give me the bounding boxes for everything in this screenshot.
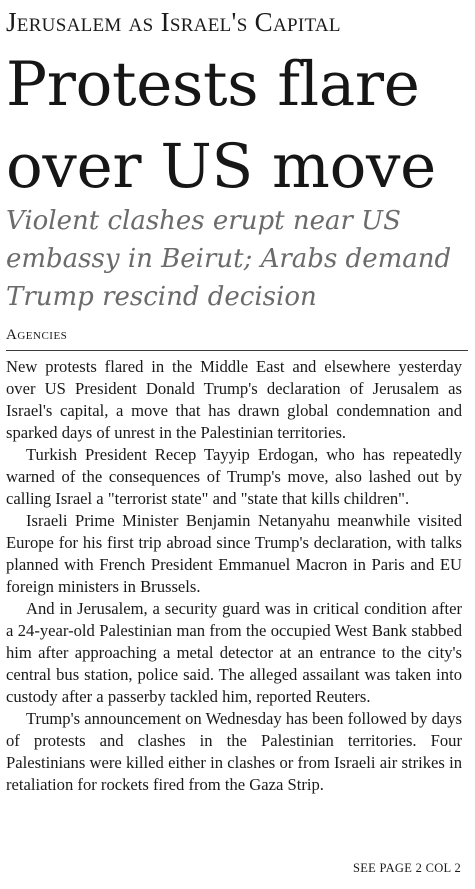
byline-rule: [6, 350, 468, 351]
article-paragraph-3: Israeli Prime Minister Benjamin Netanyahu meanwhile visited Europe for his first trip abroad since Trump's declaration, with talks planned with French President Emmanuel Macron in Paris and EU foreign ministers in Brussels.: [6, 511, 462, 596]
headline-line-1: Protests flare: [6, 49, 420, 120]
article-paragraph-5: Trump's announcement on Wednesday has been followed by days of protests and clashes in the Palestinian territories. Four Palestinians were killed either in clashes or from Israeli air strikes in retaliation for rockets fired from the Gaza Strip.: [6, 709, 462, 794]
subheadline: [6, 202, 472, 316]
article-paragraph-1: New protests flared in the Middle East and elsewhere yesterday over US President Donald Trump's declaration of Jerusalem as Israel's capital, a move that has drawn global condemnation and sparked days of unrest in the Palestinian territories.: [6, 357, 462, 442]
article-paragraph-4: And in Jerusalem, a security guard was in critical condition after a 24-year-old Palestinian man from the occupied West Bank stabbed him after approaching a metal detector at an entrance to the city's central bus station, police said. The alleged assailant was taken into custody after a passerby tackled him, reported Reuters.: [6, 599, 462, 706]
headline: [6, 44, 472, 208]
byline: Agencies: [6, 327, 68, 343]
headline-line-2: over US move: [6, 131, 436, 202]
article-body: [6, 356, 462, 796]
subheadline-line-2: embassy in Beirut; Arabs demand: [6, 244, 452, 274]
subheadline-line-1: Violent clashes erupt near US: [6, 206, 401, 236]
continuation-jump-line: SEE PAGE 2 COL 2: [352, 861, 461, 875]
article-paragraph-2: Turkish President Recep Tayyip Erdogan, who has repeatedly warned of the consequences of Trump's move, also lashed out by calling Israel a "terrorist state" and "state that kills children".: [6, 445, 462, 508]
section-kicker: Jerusalem as Israel's Capital: [6, 7, 341, 37]
subheadline-line-3: Trump rescind decision: [6, 282, 317, 312]
